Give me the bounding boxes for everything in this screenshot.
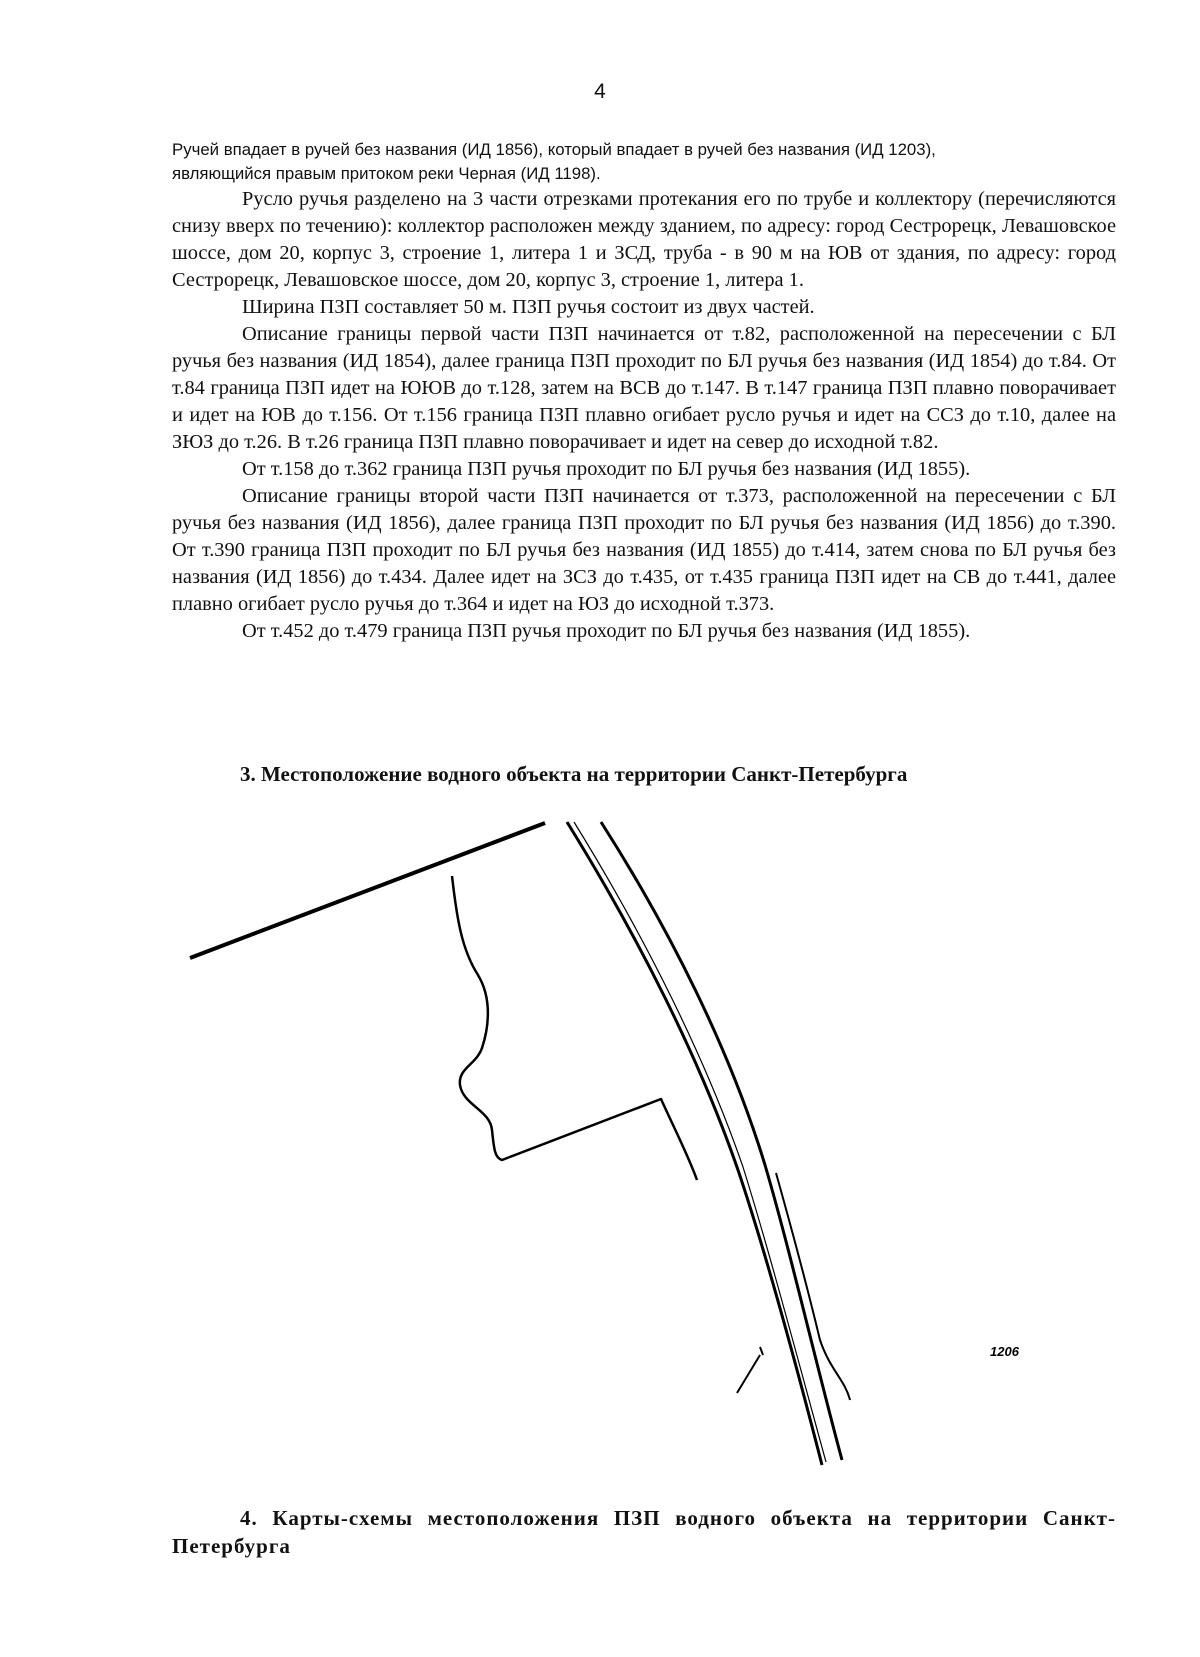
map-road-diagonal xyxy=(190,823,545,958)
paragraph-first-part-boundary: Описание границы первой части ПЗП начинается от т.82, расположенной на пересечении с БЛ ручья без названия (ИД 1854), далее граница ПЗП проходит по БЛ ручья без названия (ИД 1854) до т.84. От т.84 граница ПЗП идет на ЮЮВ до т.128, затем на ВСВ до т.147. В т.147 граница ПЗП плавно поворачивает и идет на ЮВ до т.156. От т.156 граница ПЗП плавно огибает русло ручья и идет на ССЗ до т.10, далее на ЗЮЗ до т.26. В т.26 граница ПЗП плавно поворачивает и идет на север до исходной т.82. xyxy=(172,323,1116,453)
section-3-heading: 3. Местоположение водного объекта на территории Санкт-Петербурга xyxy=(240,762,908,786)
map-tick-mark xyxy=(737,1355,760,1393)
map-stream-east xyxy=(776,1173,850,1400)
map-label: 1206 xyxy=(990,1344,1019,1359)
map-road-right xyxy=(601,822,842,1460)
paragraph-riverbed-parts: Русло ручья разделено на 3 части отрезками протекания его по трубе и коллектору (перечисляются снизу вверх по течению): коллектор расположен между зданием, по адресу: город Сестрорецк, Левашовское шоссе, дом 20, корпус 3, строение 1, литера 1 и ЗСД, труба - в 90 м на ЮВ от здания, по адресу: город Сестрорецк, Левашовское шоссе, дом 20, корпус 3, строение 1, литера 1. xyxy=(172,188,1116,291)
paragraph-zone-width: Ширина ПЗП составляет 50 м. ПЗП ручья состоит из двух частей. xyxy=(242,296,815,318)
paragraph-segment-158-362: От т.158 до т.362 граница ПЗП ручья проходит по БЛ ручья без названия (ИД 1855). xyxy=(242,458,971,480)
page-number: 4 xyxy=(594,80,606,103)
map-road-inner-left xyxy=(574,822,826,1462)
intro-line: являющийся правым притоком реки Черная (ИД 1198). xyxy=(172,164,601,183)
intro-line: Ручей впадает в ручей без названия (ИД 1856), который впадает в ручей без названия (ИД 1203), xyxy=(172,140,936,159)
location-map xyxy=(0,780,1200,1480)
map-road-outer-left xyxy=(567,822,822,1465)
paragraph-segment-452-479: От т.452 до т.479 граница ПЗП ручья проходит по БЛ ручья без названия (ИД 1855). xyxy=(242,620,971,642)
body-text xyxy=(172,138,1116,645)
paragraph-second-part-boundary: Описание границы второй части ПЗП начинается от т.373, расположенной на пересечении с БЛ ручья без названия (ИД 1856), далее граница ПЗП проходит по БЛ ручья без названия (ИД 1856) до т.390. От т.390 граница ПЗП проходит по БЛ ручья без названия (ИД 1855) до т.414, затем снова по БЛ ручья без названия (ИД 1856) до т.434. Далее идет на ЗСЗ до т.435, от т.435 граница ПЗП идет на СВ до т.441, далее плавно огибает русло ручья до т.364 и идет на ЮЗ до исходной т.373. xyxy=(172,485,1116,615)
map-tick-mark xyxy=(760,1347,763,1355)
section-4-heading: 4. Карты-схемы местоположения ПЗП водного объекта на территории Санкт-Петербурга xyxy=(172,1506,1116,1558)
